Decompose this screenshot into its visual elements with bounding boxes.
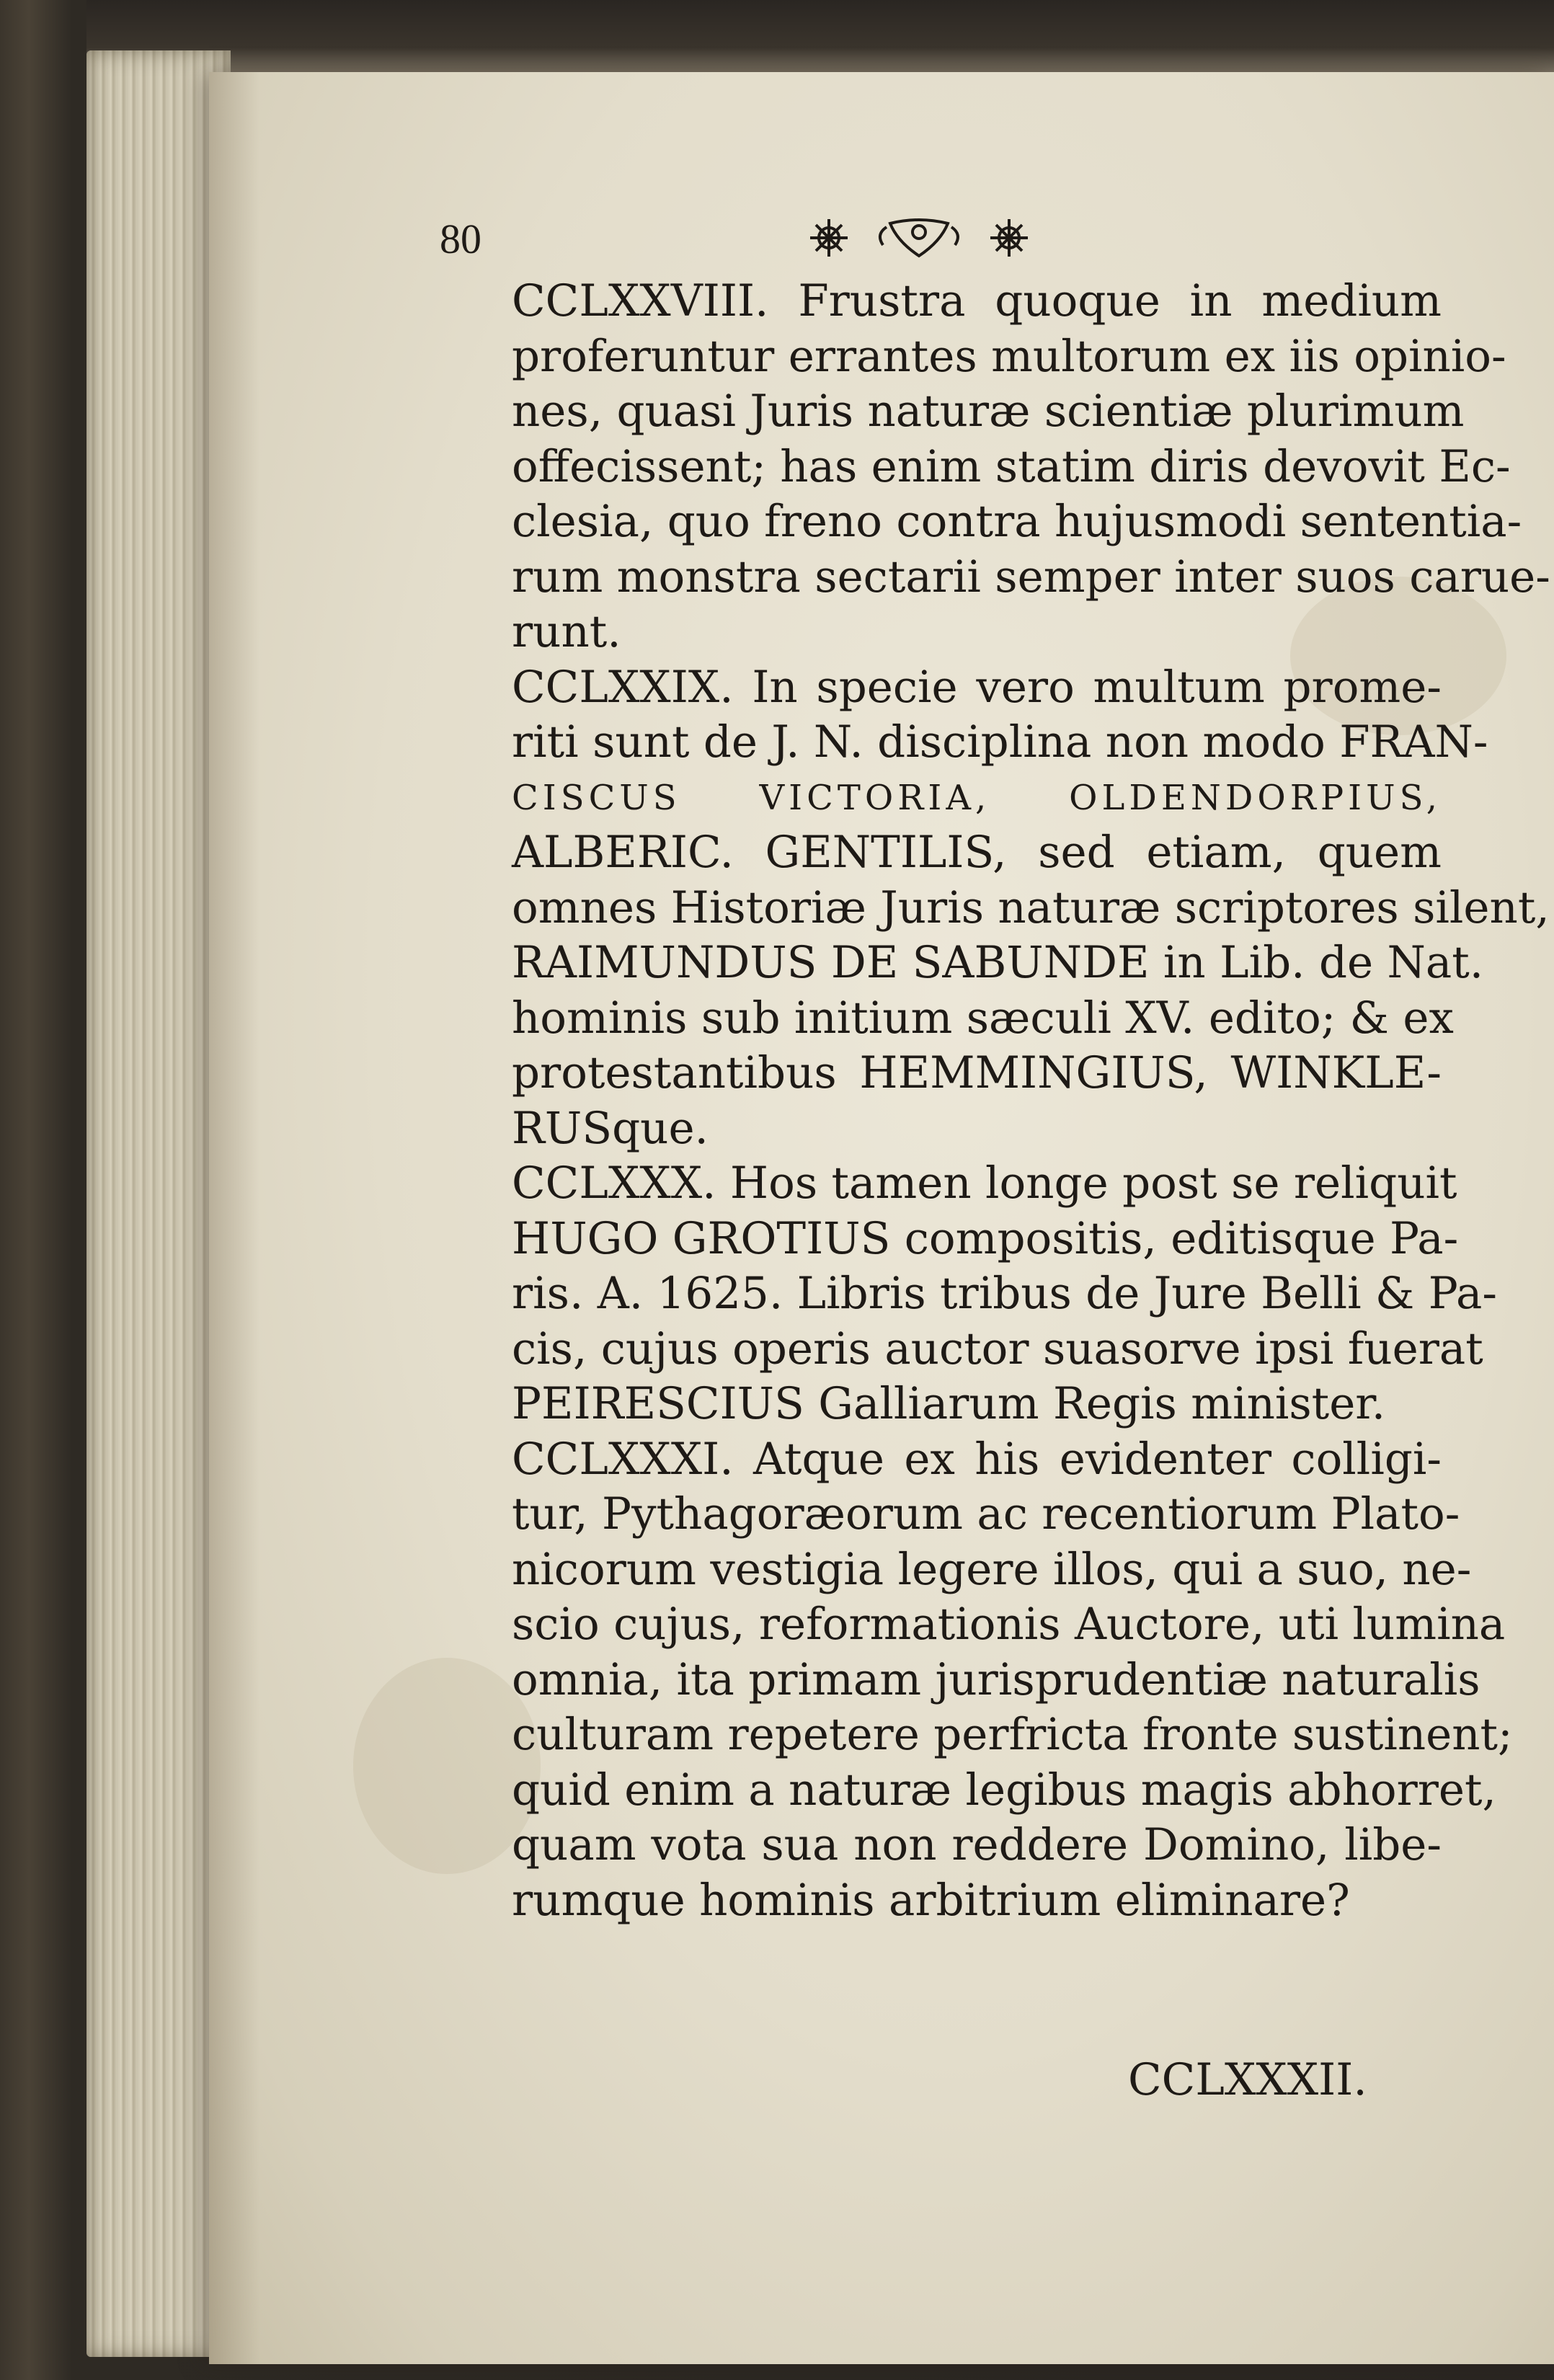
text-line: CCLXXVIII. Frustra quoque in medium: [512, 275, 1442, 327]
catchword: CCLXXXII.: [1128, 2054, 1367, 2105]
text-line: culturam repetere perfricta fronte sustinent;: [512, 1709, 1513, 1760]
text-line: tur, Pythagoræorum ac recentiorum Plato-: [512, 1488, 1460, 1540]
text-line: CCLXXIX. In specie vero multum prome-: [512, 661, 1442, 713]
paragraph-cclxxxi: [440, 1432, 1513, 1929]
text-line: HUGO GROTIUS compositis, editisque Pa-: [512, 1212, 1459, 1264]
text-line: omnes Historiæ Juris naturæ scriptores silent,: [512, 882, 1550, 933]
text-line: hominis sub initium sæculi XV. edito; & ex: [512, 992, 1454, 1044]
text-line: nicorum vestigia legere illos, qui a suo, ne-: [512, 1543, 1472, 1595]
text-line: ris. A. 1625. Libris tribus de Jure Belli & Pa-: [512, 1268, 1497, 1319]
text-line: quam vota sua non reddere Domino, libe-: [512, 1819, 1442, 1870]
page-header: [440, 209, 1160, 274]
text-line: rum monstra sectarii semper inter suos carue-: [512, 551, 1550, 603]
body-text: [440, 274, 1550, 1928]
paragraph-cclxxx: [440, 1156, 1497, 1432]
text-line: cis, cujus operis auctor suasorve ipsi fuerat: [512, 1323, 1483, 1375]
text-line: riti sunt de J. N. disciplina non modo FRAN-: [512, 716, 1488, 768]
text-line: omnia, ita primam jurisprudentiæ naturalis: [512, 1653, 1480, 1705]
text-line: quid enim a naturæ legibus magis abhorret,: [512, 1764, 1496, 1816]
paragraph-cclxxix: [440, 660, 1550, 1157]
text-line: rumque hominis arbitrium eliminare?: [512, 1874, 1350, 1926]
text-line: CISCUS VICTORIA, OLDENDORPIUS,: [512, 777, 1442, 818]
text-line: RAIMUNDUS DE SABUNDE in Lib. de Nat.: [512, 937, 1484, 988]
text-line: CCLXXX. Hos tamen longe post se reliquit: [512, 1158, 1457, 1209]
text-line: scio cujus, reformationis Auctore, uti lumina: [512, 1599, 1506, 1650]
text-line: proferuntur errantes multorum ex iis opinio-: [512, 330, 1506, 382]
text-line: ALBERIC. GENTILIS, sed etiam, quem: [512, 827, 1442, 878]
text-line: PEIRESCIUS Galliarum Regis minister.: [512, 1378, 1386, 1429]
text-line: CCLXXXI. Atque ex his evidenter colligi-: [512, 1433, 1442, 1485]
book-top-edge: [86, 0, 1554, 79]
text-line: protestantibus HEMMINGIUS, WINKLE-: [512, 1047, 1442, 1098]
ornament-icon: [800, 209, 1038, 270]
text-line: clesia, quo freno contra hujusmodi sententia-: [512, 496, 1522, 547]
text-line: RUSque.: [512, 1102, 709, 1154]
text-line: offecissent; has enim statim diris devovit Ec-: [512, 440, 1511, 492]
paragraph-cclxxviii: [440, 274, 1550, 660]
page-number: 80: [440, 216, 481, 262]
text-line: nes, quasi Juris naturæ scientiæ plurimum: [512, 386, 1465, 437]
text-line: runt.: [512, 606, 621, 657]
